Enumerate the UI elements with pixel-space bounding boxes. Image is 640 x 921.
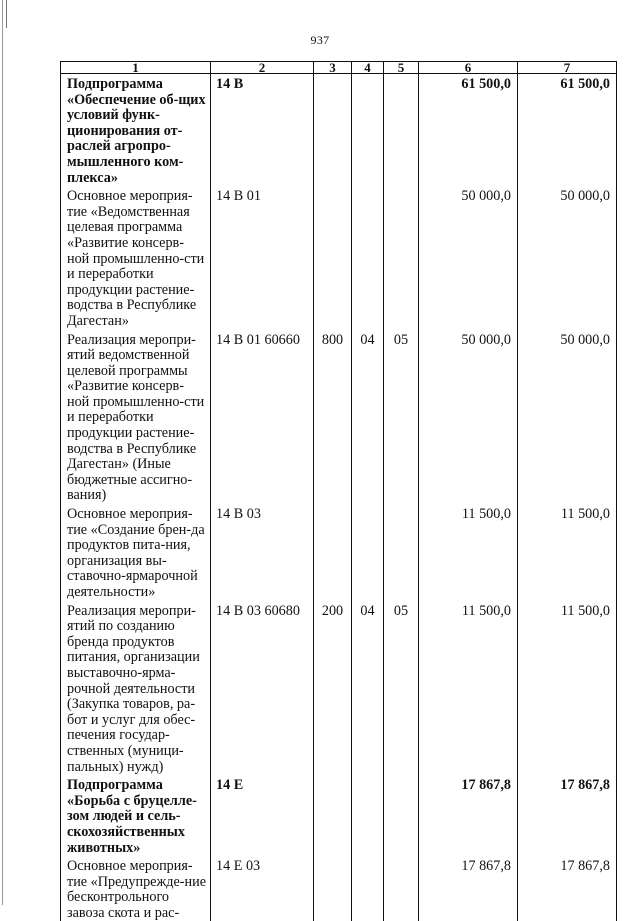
- row-rz: 04: [352, 330, 384, 505]
- row-code: 14 В 01 60660: [211, 330, 314, 505]
- row-sum-2: 61 500,0: [518, 74, 617, 187]
- row-sum-1: 11 500,0: [419, 601, 518, 776]
- header-col-2: 2: [211, 62, 314, 74]
- page-number: 937: [310, 33, 330, 47]
- table-row: [61, 601, 617, 776]
- row-code: 14 Е: [211, 775, 314, 856]
- header-col-6: 6: [419, 62, 518, 74]
- row-vr: 200: [314, 601, 352, 776]
- row-rz: [352, 74, 384, 187]
- table-header-row: [61, 62, 617, 74]
- row-sum-2: 11 500,0: [518, 504, 617, 601]
- header-col-7: 7: [518, 62, 617, 74]
- row-vr: 800: [314, 330, 352, 505]
- table-row: [61, 330, 617, 505]
- row-rz: [352, 186, 384, 329]
- row-rz: [352, 856, 384, 921]
- header-col-5: 5: [384, 62, 419, 74]
- row-vr: [314, 856, 352, 921]
- row-pr: 05: [384, 330, 419, 505]
- table-row: [61, 74, 617, 187]
- row-sum-1: 11 500,0: [419, 504, 518, 601]
- row-sum-1: 50 000,0: [419, 330, 518, 505]
- row-sum-2: 11 500,0: [518, 601, 617, 776]
- row-name: Реализация меропри-ятий по созданию бренда продуктов питания, организации выставочно-ярма-рочной деятельности (Закупка товаров, ра-бот и услуг для обес-печения государ-ственных (муници-пальных) нужд): [61, 601, 211, 776]
- row-vr: [314, 186, 352, 329]
- row-sum-2: 17 867,8: [518, 856, 617, 921]
- row-name: Основное мероприя-тие «Ведомственная целевая программа «Развитие консерв-ной промышленно-сти и переработки продукции растение-водства в Республике Дагестан»: [61, 186, 211, 329]
- row-vr: [314, 775, 352, 856]
- row-pr: [384, 775, 419, 856]
- table-row: [61, 186, 617, 329]
- table-row: [61, 856, 617, 921]
- row-pr: [384, 186, 419, 329]
- row-name: Основное мероприя-тие «Предупрежде-ние бесконтрольного завоза скота и рас-: [61, 856, 211, 921]
- row-code: 14 В 03: [211, 504, 314, 601]
- row-code: 14 Е 03: [211, 856, 314, 921]
- row-pr: 05: [384, 601, 419, 776]
- row-vr: [314, 504, 352, 601]
- row-vr: [314, 74, 352, 187]
- row-sum-1: 17 867,8: [419, 775, 518, 856]
- page-edge-line: [2, 0, 3, 905]
- row-rz: 04: [352, 601, 384, 776]
- row-sum-2: 50 000,0: [518, 186, 617, 329]
- row-code: 14 В: [211, 74, 314, 187]
- row-pr: [384, 856, 419, 921]
- table-row: [61, 775, 617, 856]
- row-sum-2: 17 867,8: [518, 775, 617, 856]
- row-sum-1: 50 000,0: [419, 186, 518, 329]
- row-code: 14 В 03 60680: [211, 601, 314, 776]
- row-pr: [384, 504, 419, 601]
- row-sum-1: 17 867,8: [419, 856, 518, 921]
- row-name: Реализация меропри-ятий ведомственной целевой программы «Развитие консерв-ной промышленно-сти и переработки продукции растение-водства в Республике Дагестан» (Иные бюджетные ассигно-вания): [61, 330, 211, 505]
- table-row: [61, 504, 617, 601]
- row-name: Подпрограмма «Обеспечение об-щих условий функ-ционирования от-раслей агропро-мышленного ком-плекса»: [61, 74, 211, 187]
- row-rz: [352, 504, 384, 601]
- header-col-3: 3: [314, 62, 352, 74]
- row-rz: [352, 775, 384, 856]
- header-col-4: 4: [352, 62, 384, 74]
- row-code: 14 В 01: [211, 186, 314, 329]
- budget-table: [60, 61, 617, 921]
- row-pr: [384, 74, 419, 187]
- row-sum-2: 50 000,0: [518, 330, 617, 505]
- row-name: Подпрограмма «Борьба с бруцелле-зом людей и сель-скохозяйственных животных»: [61, 775, 211, 856]
- header-col-1: 1: [61, 62, 211, 74]
- row-sum-1: 61 500,0: [419, 74, 518, 187]
- row-name: Основное мероприя-тие «Создание брен-да продуктов пита-ния, организация вы-ставочно-ярмарочной деятельности»: [61, 504, 211, 601]
